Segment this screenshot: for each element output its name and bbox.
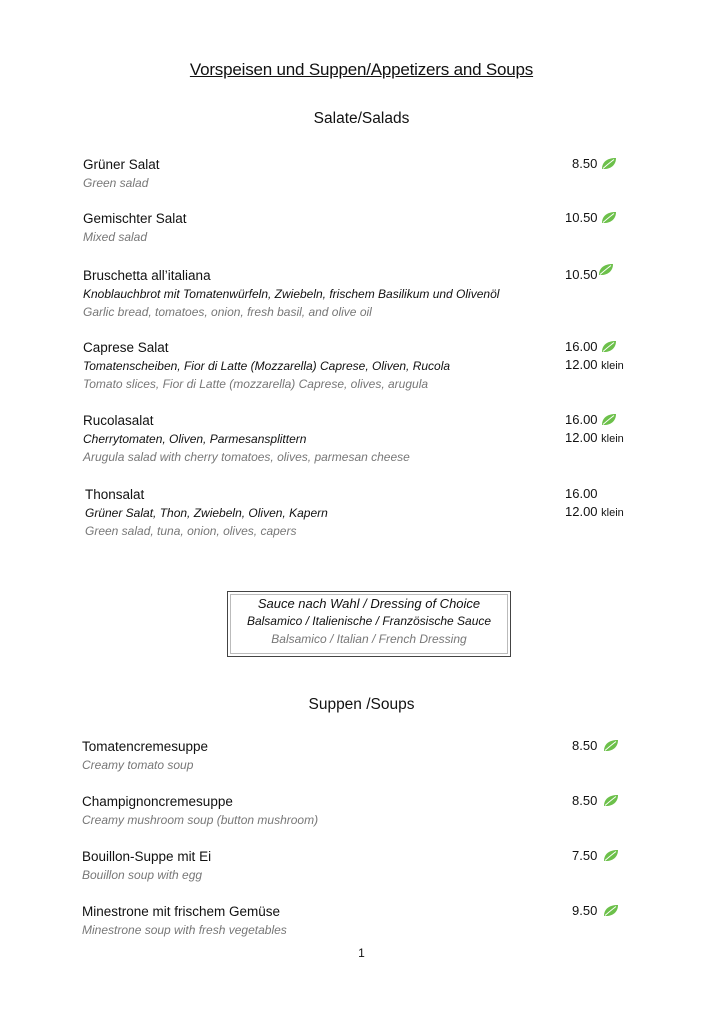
menu-item-champignoncremesuppe (82, 793, 627, 829)
item-price: 10.50 (565, 210, 598, 225)
menu-item-bruschetta (83, 267, 628, 321)
leaf-icon (603, 849, 619, 862)
item-english: Tomato slices, Fior di Latte (mozzarella) Caprese, olives, arugula (83, 377, 429, 391)
item-name: Gemischter Salat (83, 211, 187, 226)
item-german-description: Tomatenscheiben, Fior di Latte (Mozzarella) Caprese, Oliven, Rucola (83, 359, 451, 373)
menu-item-caprese-salat (83, 339, 628, 393)
leaf-icon (603, 794, 619, 807)
dressing-english: Balsamico / Italian / French Dressing (271, 632, 467, 646)
menu-item-thonsalat (85, 486, 630, 540)
item-english: Garlic bread, tomatoes, onion, fresh basil, and olive oil (83, 305, 372, 319)
dressing-title: Sauce nach Wahl / Dressing of Choice (257, 596, 481, 611)
salads-heading: Salate/Salads (313, 110, 410, 127)
leaf-icon (598, 263, 614, 276)
item-name: Thonsalat (85, 487, 145, 502)
item-german-description: Knoblauchbrot mit Tomatenwürfeln, Zwiebeln, frischem Basilikum und Olivenöl (83, 287, 500, 301)
menu-item-rucolasalat (83, 412, 628, 466)
item-name: Grüner Salat (83, 157, 160, 172)
item-price-small: 12.00 klein (565, 504, 624, 519)
item-english: Green salad, tuna, onion, olives, capers (85, 524, 297, 538)
item-german-description: Grüner Salat, Thon, Zwiebeln, Oliven, Kapern (85, 506, 328, 520)
item-price-small: 12.00 klein (565, 357, 624, 372)
leaf-icon (601, 413, 617, 426)
item-price: 9.50 (572, 903, 598, 918)
item-english: Creamy mushroom soup (button mushroom) (82, 813, 319, 827)
item-english: Creamy tomato soup (82, 758, 194, 772)
item-english: Bouillon soup with egg (82, 868, 203, 882)
item-price: 8.50 (572, 793, 598, 808)
menu-item-gruener-salat (83, 156, 628, 192)
item-price: 8.50 (572, 156, 598, 171)
item-name: Bouillon-Suppe mit Ei (82, 849, 212, 864)
page-number: 1 (358, 946, 365, 960)
item-price: 16.00 (565, 486, 598, 501)
leaf-icon (601, 340, 617, 353)
item-price: 16.00 (565, 339, 598, 354)
item-name: Rucolasalat (83, 413, 154, 428)
dressing-box (227, 591, 511, 657)
item-price: 8.50 (572, 738, 598, 753)
item-english: Arugula salad with cherry tomatoes, olives, parmesan cheese (83, 450, 410, 464)
item-english: Minestrone soup with fresh vegetables (82, 923, 287, 937)
item-price-small: 12.00 klein (565, 430, 624, 445)
menu-item-minestrone (82, 903, 627, 939)
item-price: 7.50 (572, 848, 598, 863)
item-name: Minestrone mit frischem Gemüse (82, 904, 281, 919)
leaf-icon (601, 157, 617, 170)
item-price: 10.50 (565, 267, 598, 282)
leaf-icon (601, 211, 617, 224)
dressing-german: Balsamico / Italienische / Französische Sauce (246, 614, 492, 628)
soups-heading: Suppen /Soups (308, 696, 415, 713)
item-name: Tomatencremesuppe (82, 739, 209, 754)
leaf-icon (603, 739, 619, 752)
item-english: Green salad (83, 176, 149, 190)
item-name: Bruschetta all’italiana (83, 268, 211, 283)
item-name: Champignoncremesuppe (82, 794, 233, 809)
item-price: 16.00 (565, 412, 598, 427)
item-german-description: Cherrytomaten, Oliven, Parmesansplittern (83, 432, 307, 446)
item-english: Mixed salad (83, 230, 148, 244)
menu-item-bouillon-suppe (82, 848, 627, 884)
item-name: Caprese Salat (83, 340, 169, 355)
menu-item-tomatencremesuppe (82, 738, 627, 774)
menu-item-gemischter-salat (83, 210, 628, 246)
leaf-icon (603, 904, 619, 917)
page-title: Vorspeisen und Suppen/Appetizers and Soups (189, 60, 534, 79)
